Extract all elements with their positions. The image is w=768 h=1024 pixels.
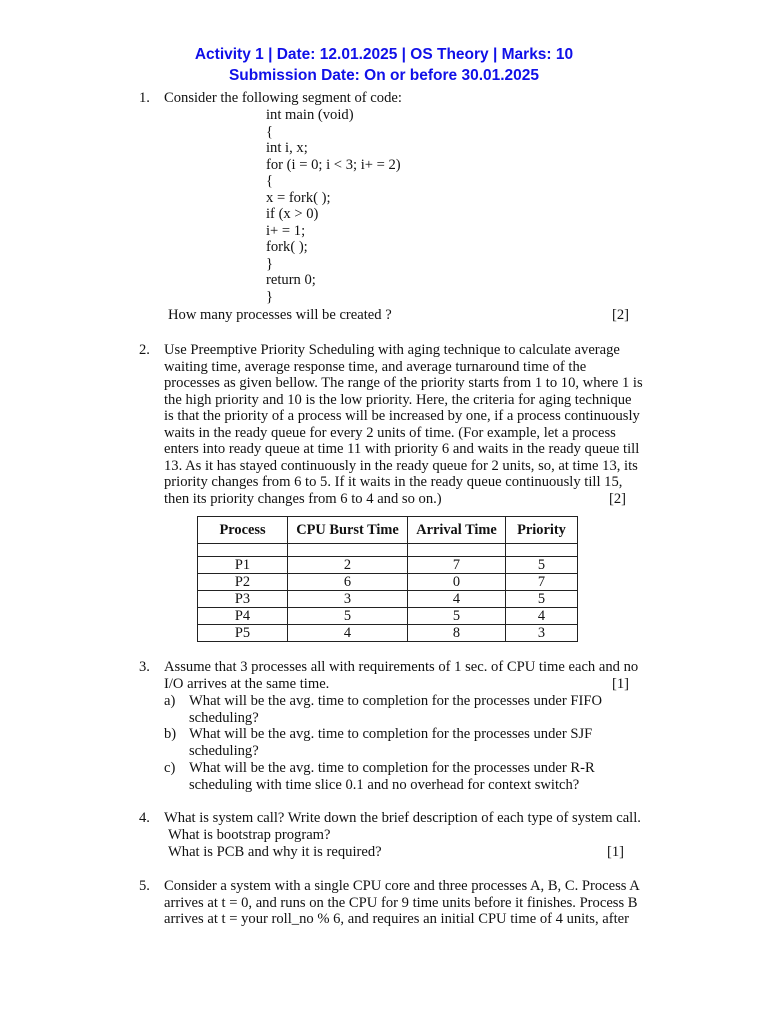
cell: 5 xyxy=(506,557,578,574)
cell: P1 xyxy=(198,557,288,574)
table-row xyxy=(198,591,578,608)
para-line: the high priority and 10 is the low priority. Here, the criteria for aging technique xyxy=(164,391,632,408)
item-text: scheduling? xyxy=(189,709,259,726)
process-table xyxy=(197,516,578,642)
cell: 6 xyxy=(288,574,408,591)
para-line: is that the priority of a process will be increased by one, if a process continuously xyxy=(164,408,640,425)
q1-intro: Consider the following segment of code: xyxy=(164,90,402,106)
q4-marks: [1] xyxy=(607,844,625,860)
cell: 2 xyxy=(288,557,408,574)
code-line: { xyxy=(266,173,274,190)
para-line: Assume that 3 processes all with requirements of 1 sec. of CPU time each and no xyxy=(164,659,639,675)
q4-number: 4. xyxy=(139,810,150,826)
code-line: } xyxy=(266,255,274,272)
code-line: for (i = 0; i < 3; i+ = 2) xyxy=(266,156,401,173)
code-line: int i, x; xyxy=(266,140,308,157)
code-line: { xyxy=(266,123,274,140)
q2-paragraph xyxy=(164,342,643,507)
col-process: Process xyxy=(198,517,288,544)
item-text: What will be the avg. time to completion for the processes under SJF xyxy=(189,726,593,742)
col-priority: Priority xyxy=(506,517,578,544)
code-line: if (x > 0) xyxy=(266,206,319,223)
table-row xyxy=(198,557,578,574)
q4-line2: What is bootstrap program? xyxy=(168,827,331,843)
item-text: scheduling? xyxy=(189,742,259,759)
cell: 5 xyxy=(408,608,506,625)
q5-number: 5. xyxy=(139,878,150,894)
para-line: Consider a system with a single CPU core and three processes A, B, C. Process A xyxy=(164,878,640,894)
code-line: } xyxy=(266,289,274,306)
cell: 7 xyxy=(408,557,506,574)
table-row xyxy=(198,608,578,625)
para-line: waits in the ready queue for every 2 units of time. (For example, let a process xyxy=(164,424,616,441)
code-line: x = fork( ); xyxy=(266,189,331,206)
q5-paragraph xyxy=(164,878,640,928)
cell: P5 xyxy=(198,625,288,642)
para-line: 13. As it has stayed continuously in the ready queue for 2 units, so, at time 13, its xyxy=(164,457,638,474)
q3-marks: [1] xyxy=(612,676,630,692)
code-line: i+ = 1; xyxy=(266,222,306,239)
para-line: priority changes from 6 to 5. If it waits in the ready queue continuously till 15, xyxy=(164,474,623,491)
item-text: What will be the avg. time to completion for the processes under FIFO xyxy=(189,693,602,709)
cell: 3 xyxy=(506,625,578,642)
q4-line3: What is PCB and why it is required? xyxy=(168,844,382,860)
para-line: Use Preemptive Priority Scheduling with aging technique to calculate average xyxy=(164,342,620,358)
cell: 4 xyxy=(408,591,506,608)
q2-marks: [2] xyxy=(609,491,627,507)
table-spacer-row xyxy=(198,544,578,557)
cell: P2 xyxy=(198,574,288,591)
para-line: enters into ready queue at time 11 with priority 6 and waits in the ready queue till xyxy=(164,441,640,458)
cell: 5 xyxy=(288,608,408,625)
q1-marks: [2] xyxy=(612,307,630,323)
cell: P3 xyxy=(198,591,288,608)
q3-paragraph xyxy=(164,659,639,692)
cell: 4 xyxy=(288,625,408,642)
table-row xyxy=(198,574,578,591)
item-label: b) xyxy=(164,726,177,742)
q1-number: 1. xyxy=(139,90,150,106)
cell: 4 xyxy=(506,608,578,625)
code-line: return 0; xyxy=(266,272,316,289)
code-line: int main (void) xyxy=(266,107,354,123)
para-line: arrives at t = your roll_no % 6, and requires an initial CPU time of 4 units, after xyxy=(164,911,629,928)
col-arrival: Arrival Time xyxy=(408,517,506,544)
para-line: waiting time, average response time, and average turnaround time of the xyxy=(164,358,587,375)
cell: 3 xyxy=(288,591,408,608)
cell: 8 xyxy=(408,625,506,642)
para-line: arrives at t = 0, and runs on the CPU for 9 time units before it finishes. Process B xyxy=(164,894,638,911)
activity-title: Activity 1 | Date: 12.01.2025 | OS Theory | Marks: 10 xyxy=(194,46,574,63)
submission-date: Submission Date: On or before 30.01.2025 xyxy=(228,67,540,84)
item-text: scheduling with time slice 0.1 and no overhead for context switch? xyxy=(189,776,580,793)
cell: 7 xyxy=(506,574,578,591)
para-line: then its priority changes from 6 to 4 and so on.) xyxy=(164,490,442,507)
q1-question: How many processes will be created ? xyxy=(168,307,392,323)
q3-number: 3. xyxy=(139,659,150,675)
item-text: What will be the avg. time to completion for the processes under R-R xyxy=(189,760,595,776)
q1-code-block xyxy=(266,107,401,306)
cell: 0 xyxy=(408,574,506,591)
table-header-row xyxy=(198,517,578,544)
col-burst: CPU Burst Time xyxy=(288,517,408,544)
item-label: c) xyxy=(164,760,176,776)
table-row xyxy=(198,625,578,642)
q4-line1: What is system call? Write down the brief description of each type of system call. xyxy=(164,810,641,826)
para-line: processes as given bellow. The range of the priority starts from 1 to 10, where 1 is xyxy=(164,375,643,392)
cell: P4 xyxy=(198,608,288,625)
cell: 5 xyxy=(506,591,578,608)
para-line: I/O arrives at the same time. xyxy=(164,675,330,692)
code-line: fork( ); xyxy=(266,239,308,256)
q2-number: 2. xyxy=(139,342,150,358)
item-label: a) xyxy=(164,693,176,709)
